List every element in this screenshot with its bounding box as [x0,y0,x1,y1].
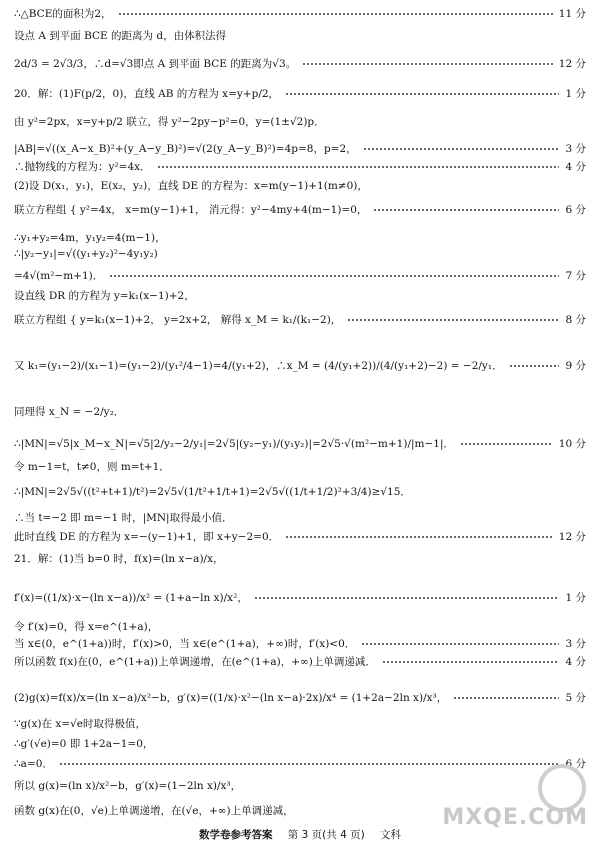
footer-subject: 文科 [380,829,402,841]
leader-dots [285,536,553,538]
solution-line-8 [14,178,586,193]
leader-dots [109,275,559,277]
line-text: |AB|=√((x_A−x_B)²+(y_A−y_B)²)=√(2(y_A−y_B)²)=4p=8，p=2， [14,143,357,155]
line-text: 又 k₁=(y₁−2)/(x₁−1)=(y₁−2)/(y₁²/4−1)=4/(y₁+2)，∴x_M = (4/(y₁+2))/(4/(y₁+2)−2) = −2/y₁． [14,360,503,372]
solution-line-11 [14,248,586,260]
solution-line-13 [14,288,586,303]
leader-dots [453,697,559,699]
solution-line-16 [14,404,586,419]
solution-line-5 [14,114,586,129]
leader-dots [302,63,553,65]
line-text: 同理得 x_N = −2/y₂． [14,406,125,418]
line-text: ∴△BCE的面积为2， [14,8,112,20]
solution-line-19 [14,484,586,499]
line-text: 20．解：(1)F(p/2，0)，直线 AB 的方程为 x=y+p/2， [14,88,280,100]
line-text: ∵g(x)在 x=√e时取得极值， [14,718,146,730]
solution-line-22 [14,551,586,566]
solution-line-21 [14,529,586,544]
leader-dots [509,365,560,367]
score-mark: 1 分 [565,88,586,100]
line-text: 当 x∈(0，e^(1+a))时，f′(x)>0，当 x∈(e^(1+a)，+∞)时，f′(x)<0． [14,638,356,650]
line-text: 令 f′(x)=0，得 x=e^(1+a)， [14,621,159,633]
footer-title: 数学卷参考答案 [198,829,273,841]
score-mark: 6 分 [565,758,586,770]
line-text: =4√(m²−m+1)． [14,270,104,282]
leader-dots [285,93,559,95]
leader-dots [118,13,553,15]
leader-dots [363,148,560,150]
score-mark: 11 分 [558,8,586,20]
watermark [422,764,592,834]
line-text: f′(x)=((1/x)·x−(ln x−a))/x² = (1+a−ln x)/x²， [14,592,248,604]
solution-line-23 [14,590,586,605]
line-text: 所以函数 f(x)在(0，e^(1+a))上单调递增，在(e^(1+a)，+∞)上单调递减． [14,656,376,668]
solution-line-6 [14,141,586,156]
line-text: 令 m−1=t，t≠0，则 m=t+1． [14,461,170,473]
score-mark: 4 分 [565,656,586,668]
solution-line-14 [14,312,586,327]
score-mark: 7 分 [565,270,586,282]
footer-page-number: 第 3 页(共 4 页) [287,829,365,841]
solution-line-27 [14,690,586,705]
line-text: 联立方程组 { y=k₁(x−1)+2， y=2x+2， 解得 x_M = k₁/(k₁−2)， [14,314,342,326]
solution-line-4 [14,86,586,101]
solution-line-15 [14,358,586,373]
line-text: ∴g′(√e)=0 即 1+2a−1=0， [14,738,154,750]
score-mark: 3 分 [565,638,586,650]
line-text: 所以 g(x)=(ln x)/x²−b，g′(x)=(1−2ln x)/x³， [14,780,242,792]
line-text: 2d/3 = 2√3/3，∴d=√3即点 A 到平面 BCE 的距离为√3。 [14,58,297,70]
score-mark: 6 分 [565,204,586,216]
solution-line-29 [14,736,586,751]
solution-line-25 [14,636,586,651]
leader-dots [382,661,560,663]
score-mark: 8 分 [565,314,586,326]
line-text: ∴抛物线的方程为：y²=4x． [14,161,151,173]
solution-line-12 [14,268,586,283]
score-mark: 12 分 [558,531,586,543]
solution-line-2 [14,28,586,43]
line-text: 设点 A 到平面 BCE 的距离为 d，由体积法得 [14,30,227,42]
line-text: ∴a=0． [14,758,53,770]
score-mark: 12 分 [558,58,586,70]
leader-dots [347,319,559,321]
score-mark: 10 分 [558,438,586,450]
line-text: ∴|y₂−y₁|=√((y₁+y₂)²−4y₁y₂) [14,248,158,260]
solution-line-18 [14,459,586,474]
line-text: (2)设 D(x₁，y₁)，E(x₂，y₂)，直线 DE 的方程为：x=m(y−1)+1(m≠0)， [14,180,368,192]
score-mark: 4 分 [565,161,586,173]
solution-line-26 [14,654,586,669]
solution-line-9 [14,202,586,217]
watermark-url: MXQE.COM [442,805,588,830]
solution-line-3 [14,56,586,71]
line-text: ∴y₁+y₂=4m，y₁y₂=4(m−1)， [14,232,166,244]
line-text: 此时直线 DE 的方程为 x=−(y−1)+1，即 x+y−2=0． [14,531,280,543]
line-text: 联立方程组 { y²=4x， x=m(y−1)+1， 消元得：y²−4my+4(m−1)=0， [14,204,368,216]
solution-line-10 [14,230,586,245]
leader-dots [254,597,560,599]
line-text: ∴|MN|=√5|x_M−x_N|=√5|2/y₂−2/y₁|=2√5|(y₂−y₁)/(y₁y₂)|=2√5·√(m²−m+1)/|m−1|． [14,438,455,450]
solution-line-7 [14,159,586,174]
line-text: ∴|MN|=2√5√((t²+t+1)/t²)=2√5√(1/t²+1/t+1)=2√5√((1/t+1/2)²+3/4)≥√15． [14,486,411,498]
score-mark: 9 分 [565,360,586,372]
line-text: 由 y²=2px，x=y+p/2 联立，得 y²−2py−p²=0，y=(1±√2)p． [14,116,325,128]
leader-dots [361,643,559,645]
leader-dots [373,209,559,211]
score-mark: 1 分 [565,592,586,604]
line-text: (2)g(x)=f(x)/x=(ln x−a)/x²−b，g′(x)=((1/x)·x²−(ln x−a)·2x)/x⁴ = (1+2a−2ln x)/x³， [14,692,448,704]
leader-dots [157,166,560,168]
score-mark: 5 分 [565,692,586,704]
line-text: 21．解：(1)当 b=0 时，f(x)=(ln x−a)/x， [14,553,224,565]
line-text: ∴当 t=−2 即 m=−1 时，|MN|取得最小值． [14,512,233,524]
score-mark: 3 分 [565,143,586,155]
leader-dots [460,443,553,445]
solution-line-20 [14,510,586,525]
solution-line-17 [14,436,586,451]
line-text: 设直线 DR 的方程为 y=k₁(x−1)+2， [14,290,195,302]
solution-line-28 [14,716,586,731]
solution-line-1 [14,6,586,21]
line-text: 函数 g(x)在(0，√e)上单调递增，在(√e，+∞)上单调递减， [14,805,294,817]
solution-line-24 [14,619,586,634]
